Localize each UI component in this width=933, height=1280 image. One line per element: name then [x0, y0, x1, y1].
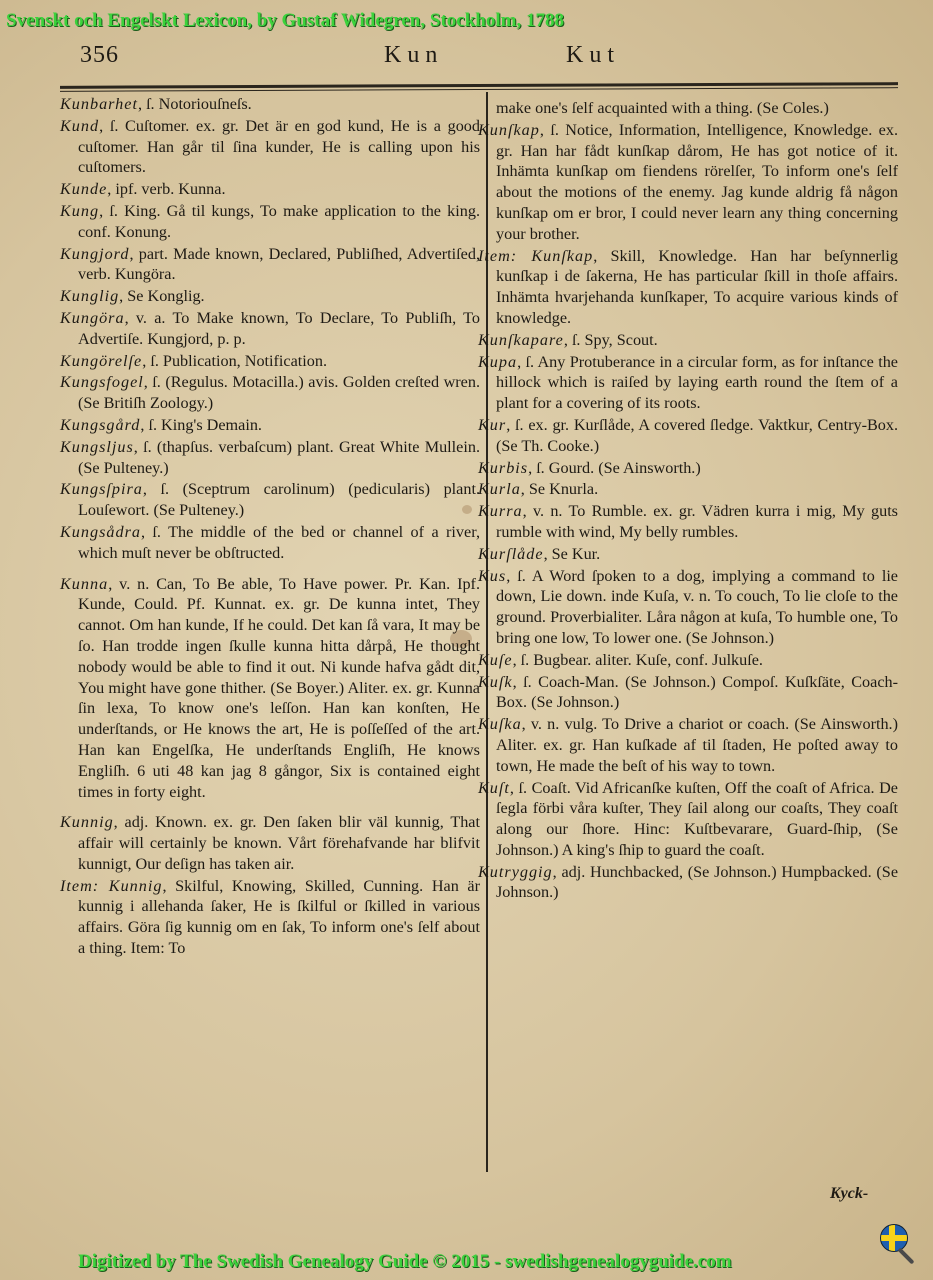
entry-definition: , ſ. Coaſt. Vid Africanſke kuſten, Off the coaſt of Africa. De ſegla förbi våra kuſter, They ſail along our coaſts, They coaſt along our ſhore. Hinc: Kuſtbevarare, Guard-ſhip, (Se Johnson.) A king's ſhip to guard the coaſt.	[496, 778, 898, 859]
dictionary-entry	[60, 94, 480, 115]
entry-definition: , adj. Known. ex. gr. Den ſaken blir väl kunnig, That affair will certainly be known. Vårt förehafvande har blifvit kunnigt, Our deſign has taken air.	[78, 813, 480, 873]
entry-definition: , v. n. vulg. To Drive a chariot or coach. (Se Ainsworth.) Aliter. ex. gr. Han kuſkade af til ſtaden, He poſted away to town, He made the beſt of his way to town.	[496, 715, 898, 775]
entry-definition: , v. n. Can, To Be able, To Have power. Pr. Kan. Ipf. Kunde, Could. Pf. Kunnat. ex. gr. De kunna intet, They cannot. Om han kunde, If he could. Det kan ſå vara, It may be ſo. Han trodde ingen ſkulle kunna hitta dårpå, He thought nobody would be able to find it out. Ni kunde hafva gådt dit, You might have gone thither. (Se Boyer.) Aliter. ex. gr. Kunna ſin lexa, To know one's leſſon. Han kan konſten, He underſtands, or He knows the art, He is poſſeſſed of the art. Han kan Engelſka, He underſtands Engliſh, He knows Engliſh. 6 uti 48 kan jag 8 gångor, Six is contained eight times in forty eight.	[78, 574, 480, 801]
entry-definition: , v. n. To Rumble. ex. gr. Vädren kurra i mig, My guts rumble with wind, My belly rumbles.	[496, 502, 898, 541]
entry-headword: Kupa	[478, 352, 518, 371]
dictionary-entry	[60, 522, 480, 564]
dictionary-entry	[478, 479, 898, 500]
dictionary-entry	[478, 544, 898, 565]
entry-headword: Kurla	[478, 480, 521, 499]
entry-headword: Kurra	[478, 502, 523, 521]
dictionary-entry	[478, 352, 898, 414]
entry-definition: , ſ. (Sceptrum carolinum) (pedicularis) plant. Louſewort. (Se Pulteney.)	[78, 480, 480, 520]
dictionary-entry	[478, 246, 898, 329]
entry-definition: , ſ. ex. gr. Kurſlåde, A covered ſledge. Vaktkur, Centry-Box. (Se Th. Cooke.)	[496, 415, 898, 455]
page-number: 356	[80, 42, 119, 68]
entry-definition: make one's ſelf acquainted with a thing. (Se Coles.)	[496, 99, 829, 117]
entry-definition: , ſ. A Word ſpoken to a dog, implying a command to lie down, Lie down. inde Kuſa, v. n. To couch, To lie cloſe to the ground. Proverbialiter. Låra någon at kuſa, To humble one, To bring one low, To lower one. (Se Johnson.)	[496, 566, 898, 647]
dictionary-entry	[478, 330, 898, 351]
entry-definition: , part. Made known, Declared, Publiſhed, Advertiſed, verb. Kungöra.	[78, 244, 480, 284]
entry-definition: , ſ. Publication, Notification.	[142, 351, 328, 370]
entry-headword: Kus	[478, 566, 507, 585]
entry-headword: Kuſka	[478, 715, 522, 734]
entry-definition: , v. a. To Make known, To Declare, To Publiſh, To Advertiſe. Kungjord, p. p.	[78, 308, 480, 348]
entry-headword: Kungsſpira	[60, 480, 143, 499]
dictionary-entry	[478, 778, 898, 861]
entry-headword: Kunnig	[60, 813, 114, 832]
entry-definition: , Se Konglig.	[119, 287, 205, 306]
dictionary-entry	[478, 862, 898, 904]
dictionary-entry	[60, 876, 480, 959]
entry-definition: , ſ. Gourd. (Se Ainsworth.)	[528, 458, 701, 477]
entry-definition: , ſ. (thapſus. verbaſcum) plant. Great White Mullein. (Se Pulteney.)	[78, 437, 480, 477]
entry-definition: , adj. Hunchbacked, (Se Johnson.) Humpbacked. (Se Johnson.)	[496, 862, 898, 902]
entry-headword: Kund	[60, 116, 100, 135]
dictionary-entry	[60, 179, 480, 200]
range-end: Kut	[566, 42, 620, 68]
entry-headword: Kuſe	[478, 650, 513, 669]
entry-headword: Kurſlåde	[478, 544, 544, 563]
entry-definition: , ipf. verb. Kunna.	[107, 180, 226, 199]
dictionary-entry	[60, 351, 480, 372]
magnifier-handle-icon	[898, 1248, 915, 1265]
dictionary-entry	[60, 479, 480, 521]
catchword: Kyck-	[830, 1185, 869, 1202]
dictionary-entry	[60, 812, 480, 874]
right-column	[478, 98, 898, 904]
entry-headword: Kuſk	[478, 672, 513, 691]
range-start: Kun	[384, 42, 444, 68]
dictionary-entry	[478, 120, 898, 245]
entry-headword: Kunna	[60, 574, 109, 593]
digitizer-banner-bottom: Digitized by The Swedish Genealogy Guide © 2015 - swedishgenealogyguide.com	[78, 1251, 732, 1272]
entry-headword: Kungörelſe	[60, 351, 143, 370]
entry-headword: Kunglig	[60, 287, 120, 306]
entry-headword: Kuſt	[478, 778, 510, 797]
entry-headword: Kungjord	[60, 244, 130, 263]
dictionary-entry	[60, 372, 480, 414]
dictionary-entry	[478, 566, 898, 649]
entry-headword: Kungsådra	[60, 522, 141, 541]
dictionary-entry	[60, 286, 480, 307]
entry-definition: , Skill, Knowledge. Han har beſynnerlig kunſkap i de ſakerna, He has particular ſkill in thoſe affairs. Inhämta hvarjehanda kunſkaper, To acquire various kinds of knowledge.	[496, 246, 898, 327]
entry-headword: Kungsgård	[60, 415, 141, 434]
digitizer-banner-top: Svenskt och Engelskt Lexicon, by Gustaf Widegren, Stockholm, 1788	[6, 10, 564, 31]
entry-definition: , ſ. Cuſtomer. ex. gr. Det är en god kund, He is a good cuſtomer. Han går til ſina kunder, He is calling upon his cuſtomers.	[78, 116, 480, 177]
entry-headword: Kung	[60, 201, 100, 220]
dictionary-entry	[60, 437, 480, 479]
entry-headword: Kurbis	[478, 458, 529, 477]
entry-definition: , ſ. Notoriouſneſs.	[137, 95, 252, 113]
entry-definition: , ſ. Any Protuberance in a circular form, as for inſtance the hillock which is raiſed by laying earth round the ſtem of a plant for a covering of its roots.	[496, 352, 898, 413]
entry-headword: Kunſkapare	[478, 330, 564, 349]
dictionary-entry	[60, 116, 480, 178]
entry-definition: , Skilful, Knowing, Skilled, Cunning. Han är kunnig i allehanda ſaker, He is ſkilful or ſkilled in various affairs. Göra ſig kunnig om en ſak, To inform one's ſelf about a thing. Item: To	[78, 876, 481, 958]
entry-headword: Kungöra	[60, 308, 125, 327]
dictionary-entry	[60, 201, 480, 243]
dictionary-entry	[478, 415, 898, 457]
entry-headword: Item: Kunſkap	[478, 246, 594, 265]
entry-headword: Kur	[478, 415, 507, 434]
entry-headword: Kungsfogel	[60, 373, 144, 392]
dictionary-entry	[478, 672, 898, 714]
entry-definition: , ſ. Notice, Information, Intelligence, Knowledge. ex. gr. Han har fådt kunſkap dårom, He has got notice of it. Inhämta kunſkap om fiendens rörelſer, To inform one's ſelf about the motions of the enemy. Jag kunde aldrig få någon kunſkap om er bror, I could never learn any thing concerning your brother.	[496, 120, 898, 243]
entry-definition: , ſ. The middle of the bed or channel of a river, which muſt never be obſtructed.	[78, 522, 480, 562]
page-header	[0, 42, 933, 82]
entry-definition: , Se Kur.	[543, 544, 601, 563]
dictionary-entry	[60, 574, 480, 803]
dictionary-entry	[478, 501, 898, 543]
swedish-flag-magnifier-icon	[880, 1224, 908, 1252]
entry-headword: Kunde	[60, 180, 108, 199]
dictionary-entry	[60, 244, 480, 286]
entry-headword: Item: Kunnig	[60, 876, 163, 895]
entry-definition: , ſ. Bugbear. aliter. Kuſe, conf. Julkuſe.	[512, 650, 763, 669]
entry-definition: , ſ. Coach-Man. (Se Johnson.) Compoſ. Kuſkſäte, Coach-Box. (Se Johnson.)	[496, 672, 898, 712]
dictionary-entry	[60, 415, 480, 436]
dictionary-entry	[478, 714, 898, 776]
entry-headword: Kunbarhet	[60, 95, 138, 113]
entry-definition: , ſ. King. Gå til kungs, To make application to the king. conf. Konung.	[78, 201, 480, 241]
entry-definition: , ſ. (Regulus. Motacilla.) avis. Golden creſted wren. (Se Britiſh Zoology.)	[78, 373, 480, 413]
dictionary-entry	[478, 650, 898, 671]
entry-headword: Kutryggig	[478, 862, 553, 881]
entry-definition: , ſ. Spy, Scout.	[563, 330, 658, 349]
dictionary-entry	[478, 458, 898, 479]
entry-headword: Kungsljus	[60, 437, 134, 456]
entry-definition: , Se Knurla.	[520, 480, 599, 499]
dictionary-entry	[478, 98, 898, 119]
entry-headword: Kunſkap	[478, 120, 540, 139]
left-column	[60, 94, 480, 960]
entry-definition: , ſ. King's Demain.	[140, 415, 262, 434]
dictionary-entry	[60, 308, 480, 350]
